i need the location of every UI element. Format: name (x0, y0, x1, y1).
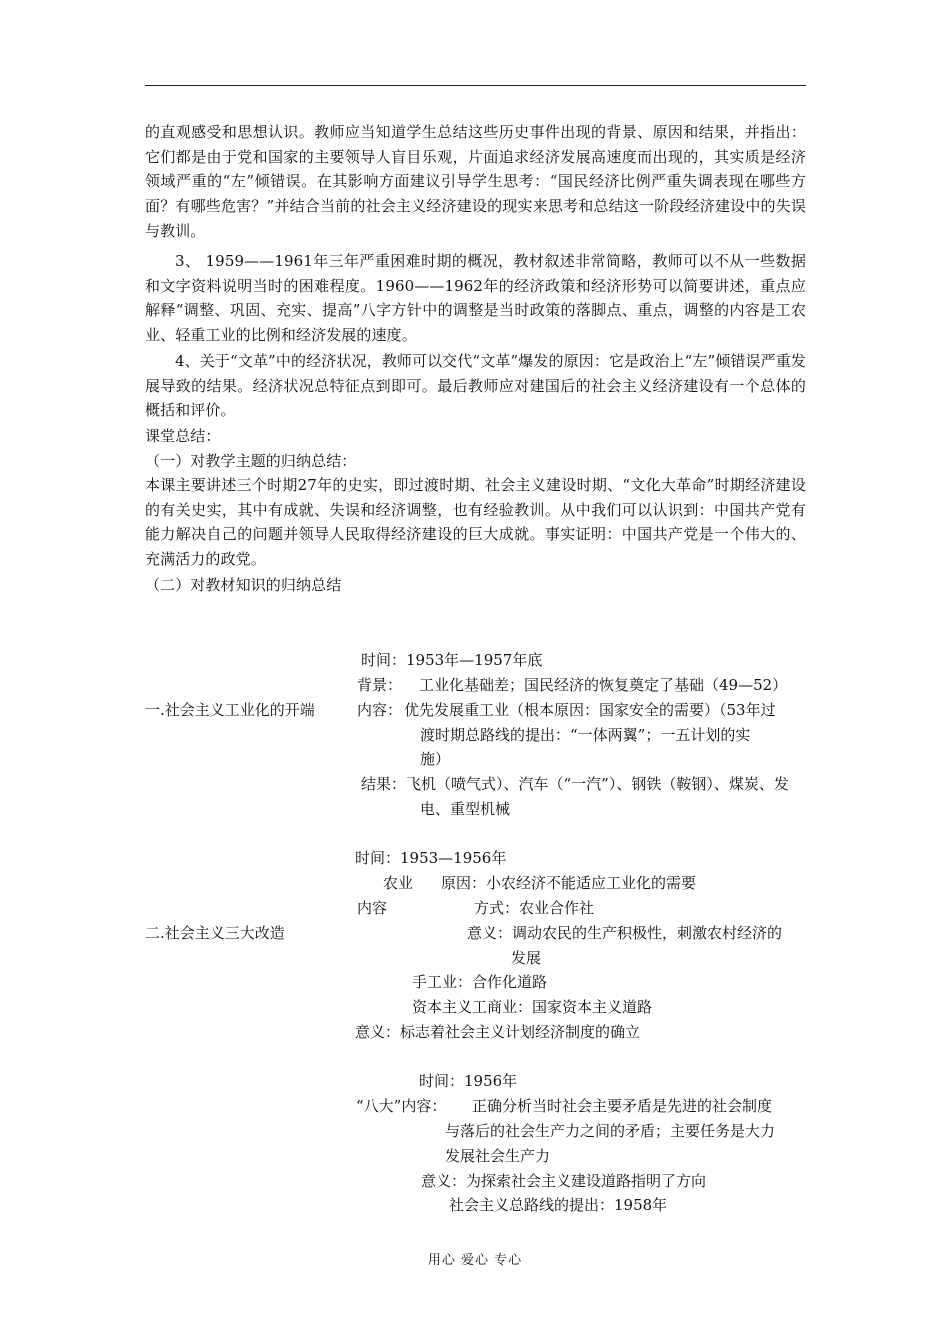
s1-content-line-3: 施） (420, 750, 451, 768)
s3-congress-label: “八大”内容： (356, 1097, 447, 1115)
s2-capitalist-commerce: 资本主义工商业：国家资本主义道路 (412, 998, 653, 1016)
s2-overall-meaning: 意义：标志着社会主义计划经济制度的确立 (355, 1023, 641, 1041)
s1-content-line-1: 优先发展重工业（根本原因：国家安全的需要）（53年过 (404, 701, 776, 719)
s1-background-text: 工业化基础差；国民经济的恢复奠定了基础（49—52） (419, 676, 788, 694)
s2-method: 方式：农业合作社 (474, 899, 595, 917)
s2-meaning-line-2: 发展 (511, 949, 542, 967)
s3-content-line-1: 正确分析当时社会主要矛盾是先进的社会制度 (472, 1097, 773, 1115)
s3-content-line-2: 与落后的社会生产力之间的矛盾；主要任务是大力 (445, 1122, 776, 1140)
header-rule (145, 85, 806, 86)
s2-time: 时间：1953—1956年 (355, 849, 507, 867)
s3-time: 时间：1956年 (419, 1072, 518, 1090)
s1-background-label: 背景： (357, 676, 403, 694)
paragraph-theme-summary: 本课主要讲述三个时期27年的史实，即过渡时期、社会主义建设时期、“文化大革命”时期经济建设的有关史实，其中有成就、失误和经济调整，也有经验教训。从中我们可以认识到：中国共产党有能力解决自己的问题并领导人民取得经济建设的巨大成就。事实证明：中国共产党是一个伟大的、充满活力的政党。 (145, 476, 806, 569)
s2-heading: 二.社会主义三大改造 (145, 924, 285, 942)
s1-content-label: 内容： (357, 701, 403, 719)
s1-content-line-2: 渡时期总路线的提出：“一体两翼”；一五计划的实 (420, 726, 751, 744)
s1-result-line-1: 飞机（喷气式）、汽车（“一汽”）、钢铁（鞍钢）、煤炭、发 (406, 775, 789, 793)
s3-meaning: 意义：为探索社会主义建设道路指明了方向 (421, 1172, 707, 1190)
s2-handicraft: 手工业：合作化道路 (412, 973, 548, 991)
s2-content-label: 内容 (357, 899, 388, 917)
s3-content-line-3: 发展社会生产力 (445, 1147, 551, 1165)
paragraph-point-3: 3、 1959——1961年三年严重困难时期的概况，教材叙述非常简略，教师可以不从一些数据和文字资料说明当时的困难程度。1960——1962年的经济政策和经济形势可以简要讲述，重点应解释“调整、巩固、充实、提高”八字方针中的调整是当时政策的落脚点、重点，调整的内容是工农业、轻重工业的比例和经济发展的速度。 (145, 252, 806, 345)
s1-time: 时间：1953年—1957年底 (361, 651, 543, 669)
s2-meaning-line-1: 意义：调动农民的生产积极性，刺激农村经济的 (467, 924, 783, 942)
subheading-theme-summary: （一）对教学主题的归纳总结： (145, 452, 357, 470)
s2-reason: 原因：小农经济不能适应工业化的需要 (441, 874, 697, 892)
s3-general-line: 社会主义总路线的提出：1958年 (449, 1196, 668, 1214)
s1-result-line-2: 电、重型机械 (420, 800, 511, 818)
paragraph-point-4: 4、关于“文革”中的经济状况，教师可以交代“文革”爆发的原因：它是政治上“左”倾错误严重发展导致的结果。经济状况总特征点到即可。最后教师应对建国后的社会主义经济建设有一个总体的概括和评价。 (145, 352, 806, 420)
page-footer: 用心 爱心 专心 (427, 1253, 523, 1268)
paragraph-intro: 的直观感受和思想认识。教师应当知道学生总结这些历史事件出现的背景、原因和结果，并指出：它们都是由于党和国家的主要领导人盲目乐观，片面追求经济发展高速度而出现的，其实质是经济领域严重的“左”倾错误。在其影响方面建议引导学生思考：“国民经济比例严重失调表现在哪些方面？有哪些危害？”并结合当前的社会主义经济建设的现实来思考和总结这一阶段经济建设中的失误与教训。 (145, 123, 806, 240)
s2-agriculture-label: 农业 (383, 874, 414, 892)
summary-heading: 课堂总结： (145, 427, 221, 445)
s1-result-label: 结果： (361, 775, 407, 793)
subheading-knowledge-summary: （二）对教材知识的归纳总结 (145, 576, 342, 594)
s1-heading: 一.社会主义工业化的开端 (145, 701, 315, 719)
